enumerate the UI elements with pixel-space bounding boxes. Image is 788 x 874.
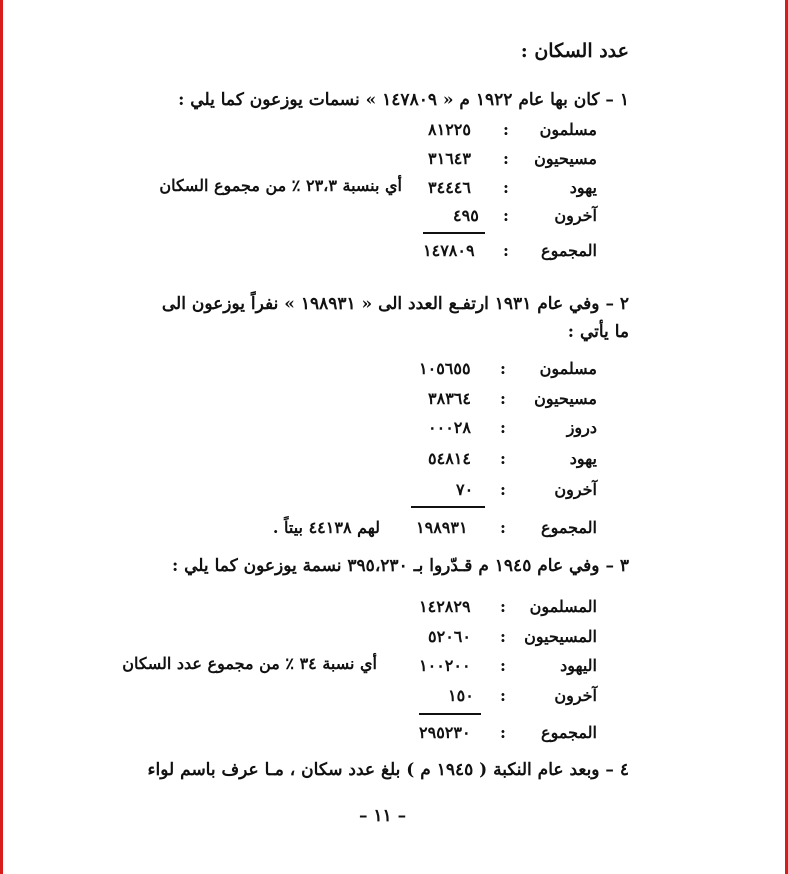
s3-total-rule <box>419 713 481 715</box>
s3-colon-3: : <box>500 656 506 675</box>
s2-value-jews: ٥٤٨١٤ <box>428 449 471 468</box>
s2-houses-note: لهم ٤٤١٣٨ بيتاً . <box>272 518 380 537</box>
s2-label-druze: دروز <box>566 418 597 437</box>
s2-colon-6: : <box>500 518 506 537</box>
s2-value-others: ٧٠ <box>456 480 474 499</box>
s1-total-rule <box>423 232 485 234</box>
s1-value-jews: ٣٤٤٤٦ <box>428 178 471 197</box>
s3-label-total: المجموع <box>541 723 597 742</box>
s3-percentage-note: أي نسبة ٣٤ ٪ من مجموع عدد السكان <box>122 654 377 673</box>
s1-colon-4: : <box>503 206 509 225</box>
s1-colon-2: : <box>503 149 509 168</box>
s3-colon-2: : <box>500 627 506 646</box>
section2-intro-line2: ما يأتي : <box>567 322 629 342</box>
s2-label-total: المجموع <box>541 518 597 537</box>
s1-value-christians: ٣١٦٤٣ <box>428 149 471 168</box>
s3-colon-1: : <box>500 597 506 616</box>
s1-value-muslims: ٨١٢٢٥ <box>428 120 471 139</box>
s3-value-total: ٢٩٥٢٣٠ <box>419 723 471 742</box>
s2-label-muslims: مسلمون <box>539 359 597 378</box>
s3-label-muslims: المسلمون <box>529 597 597 616</box>
s3-value-muslims: ١٤٢٨٢٩ <box>419 597 471 616</box>
s3-label-others: آخرون <box>554 686 597 705</box>
s2-label-others: آخرون <box>554 480 597 499</box>
page-number: – ١١ – <box>359 806 407 826</box>
s2-colon-4: : <box>500 449 506 468</box>
s2-colon-5: : <box>500 480 506 499</box>
s2-label-jews: يهود <box>569 449 597 468</box>
s3-label-jews: اليهود <box>560 656 597 675</box>
s2-colon-1: : <box>500 359 506 378</box>
section4-intro: ٤ – وبعد عام النكبة ( ١٩٤٥ م ) بلغ عدد سكان ، مـا عرف باسم لواء <box>147 760 629 780</box>
s2-value-total: ١٩٨٩٣١ <box>416 518 468 537</box>
s2-label-christians: مسيحيون <box>534 389 597 408</box>
s1-colon-3: : <box>503 178 509 197</box>
s2-total-rule <box>411 506 485 508</box>
s1-label-jews: يهود <box>569 178 597 197</box>
s2-colon-3: : <box>500 418 506 437</box>
s1-label-total: المجموع <box>541 241 597 260</box>
s1-colon-1: : <box>503 120 509 139</box>
page-title: عدد السكان : <box>520 40 629 62</box>
s2-colon-2: : <box>500 389 506 408</box>
section1-intro: ١ – كان بها عام ١٩٢٢ م « ١٤٧٨٠٩ » نسمات يوزعون كما يلي : <box>178 90 629 110</box>
s3-value-jews: ١٠٠٢٠٠ <box>419 656 471 675</box>
s1-colon-5: : <box>503 241 509 260</box>
s1-value-others: ٤٩٥ <box>453 206 479 225</box>
s3-colon-4: : <box>500 686 506 705</box>
s3-value-christians: ٥٢٠٦٠ <box>428 627 471 646</box>
s1-label-muslims: مسلمون <box>539 120 597 139</box>
s3-label-christians: المسيحيون <box>524 627 597 646</box>
s1-label-christians: مسيحيون <box>534 149 597 168</box>
s3-value-others: ١٥٠ <box>448 686 474 705</box>
s2-value-christians: ٣٨٣٦٤ <box>428 389 471 408</box>
section2-intro-line1: ٢ – وفي عام ١٩٣١ ارتفـع العدد الى « ١٩٨٩٣١ » نفراً يوزعون الى <box>161 294 629 314</box>
s2-value-muslims: ١٠٥٦٥٥ <box>419 359 471 378</box>
s1-percentage-note: أي بنسبة ٢٣،٣ ٪ من مجموع السكان <box>159 176 402 195</box>
s1-label-others: آخرون <box>554 206 597 225</box>
s1-value-total: ١٤٧٨٠٩ <box>423 241 475 260</box>
s3-colon-5: : <box>500 723 506 742</box>
s2-value-druze: ٠٠٠٢٨ <box>428 418 471 437</box>
section3-intro: ٣ – وفي عام ١٩٤٥ م قـدّروا بـ ٣٩٥،٢٣٠ نسمة يوزعون كما يلي : <box>171 556 629 576</box>
